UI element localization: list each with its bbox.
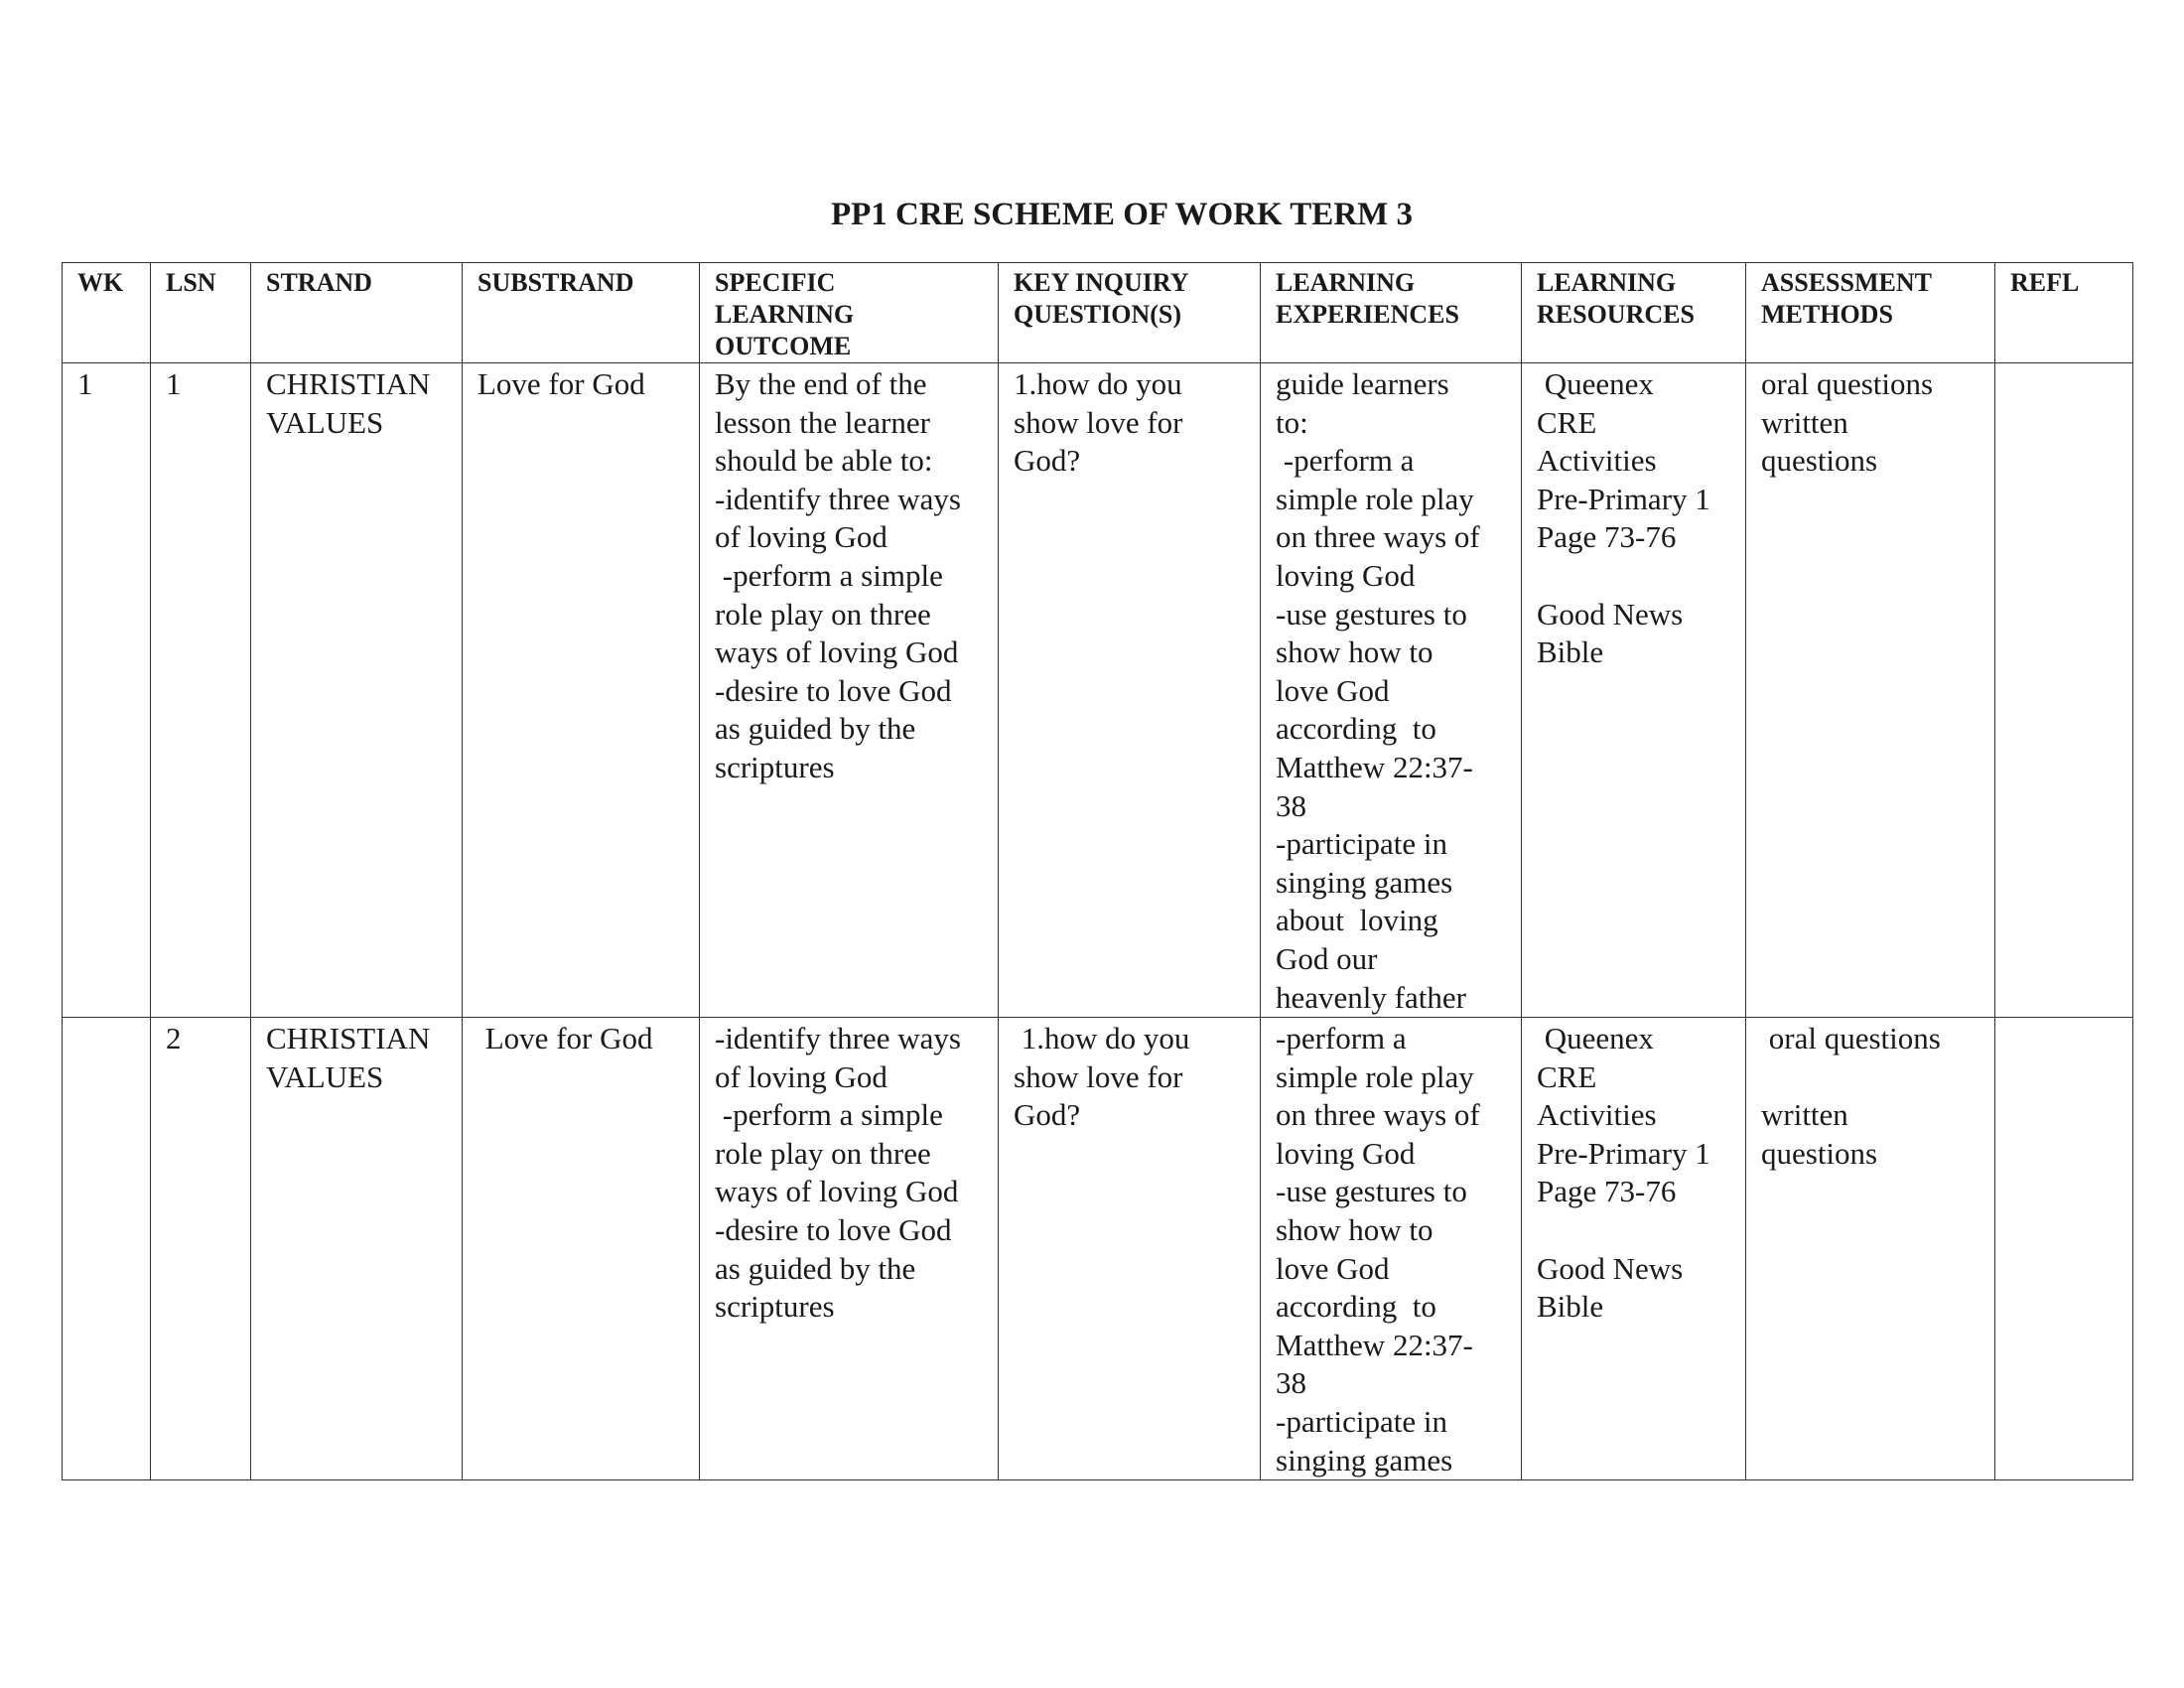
header-lsn: LSN	[151, 263, 251, 363]
header-assessment-methods: ASSESSMENT METHODS	[1746, 263, 1995, 363]
cell-strand: CHRISTIAN VALUES	[251, 363, 463, 1018]
page-title: PP1 CRE SCHEME OF WORK TERM 3	[830, 197, 1414, 232]
cell-outcome: -identify three ways of loving God -perform a simple role play on three ways of loving God -desire to love God as guided by the scriptures	[700, 1018, 999, 1480]
cell-strand: CHRISTIAN VALUES	[251, 1018, 463, 1480]
cell-experiences: guide learners to: -perform a simple role play on three ways of loving God -use gestures to show how to love God according to Matthew 22:37- 38 -participate in singing games about loving God our heavenly father	[1261, 363, 1522, 1018]
header-wk: WK	[63, 263, 151, 363]
cell-experiences: -perform a simple role play on three ways of loving God -use gestures to show how to love God according to Matthew 22:37- 38 -participate in singing games	[1261, 1018, 1522, 1480]
cell-inquiry: 1.how do you show love for God?	[999, 1018, 1261, 1480]
cell-inquiry: 1.how do you show love for God?	[999, 363, 1261, 1018]
header-strand: STRAND	[251, 263, 463, 363]
table-row	[63, 1018, 2133, 1480]
cell-refl	[1995, 363, 2133, 1018]
header-learning-resources: LEARNING RESOURCES	[1522, 263, 1746, 363]
cell-wk: 1	[63, 363, 151, 1018]
table-row	[63, 363, 2133, 1018]
cell-resources: Queenex CRE Activities Pre-Primary 1 Page 73-76 Good News Bible	[1522, 363, 1746, 1018]
header-learning-experiences: LEARNING EXPERIENCES	[1261, 263, 1522, 363]
cell-wk	[63, 1018, 151, 1480]
header-specific-learning-outcome: SPECIFIC LEARNING OUTCOME	[700, 263, 999, 363]
header-row	[63, 263, 2133, 363]
cell-substrand: Love for God	[463, 1018, 700, 1480]
cell-resources: Queenex CRE Activities Pre-Primary 1 Page 73-76 Good News Bible	[1522, 1018, 1746, 1480]
cell-lsn: 1	[151, 363, 251, 1018]
cell-substrand: Love for God	[463, 363, 700, 1018]
cell-assessment: oral questions written questions	[1746, 363, 1995, 1018]
cell-assessment: oral questions written questions	[1746, 1018, 1995, 1480]
header-key-inquiry-questions: KEY INQUIRY QUESTION(S)	[999, 263, 1261, 363]
cell-lsn: 2	[151, 1018, 251, 1480]
header-refl: REFL	[1995, 263, 2133, 363]
cell-refl	[1995, 1018, 2133, 1480]
header-substrand: SUBSTRAND	[463, 263, 700, 363]
scheme-of-work-table	[62, 262, 2133, 1480]
cell-outcome: By the end of the lesson the learner should be able to: -identify three ways of loving God -perform a simple role play on three ways of loving God -desire to love God as guided by the scriptures	[700, 363, 999, 1018]
